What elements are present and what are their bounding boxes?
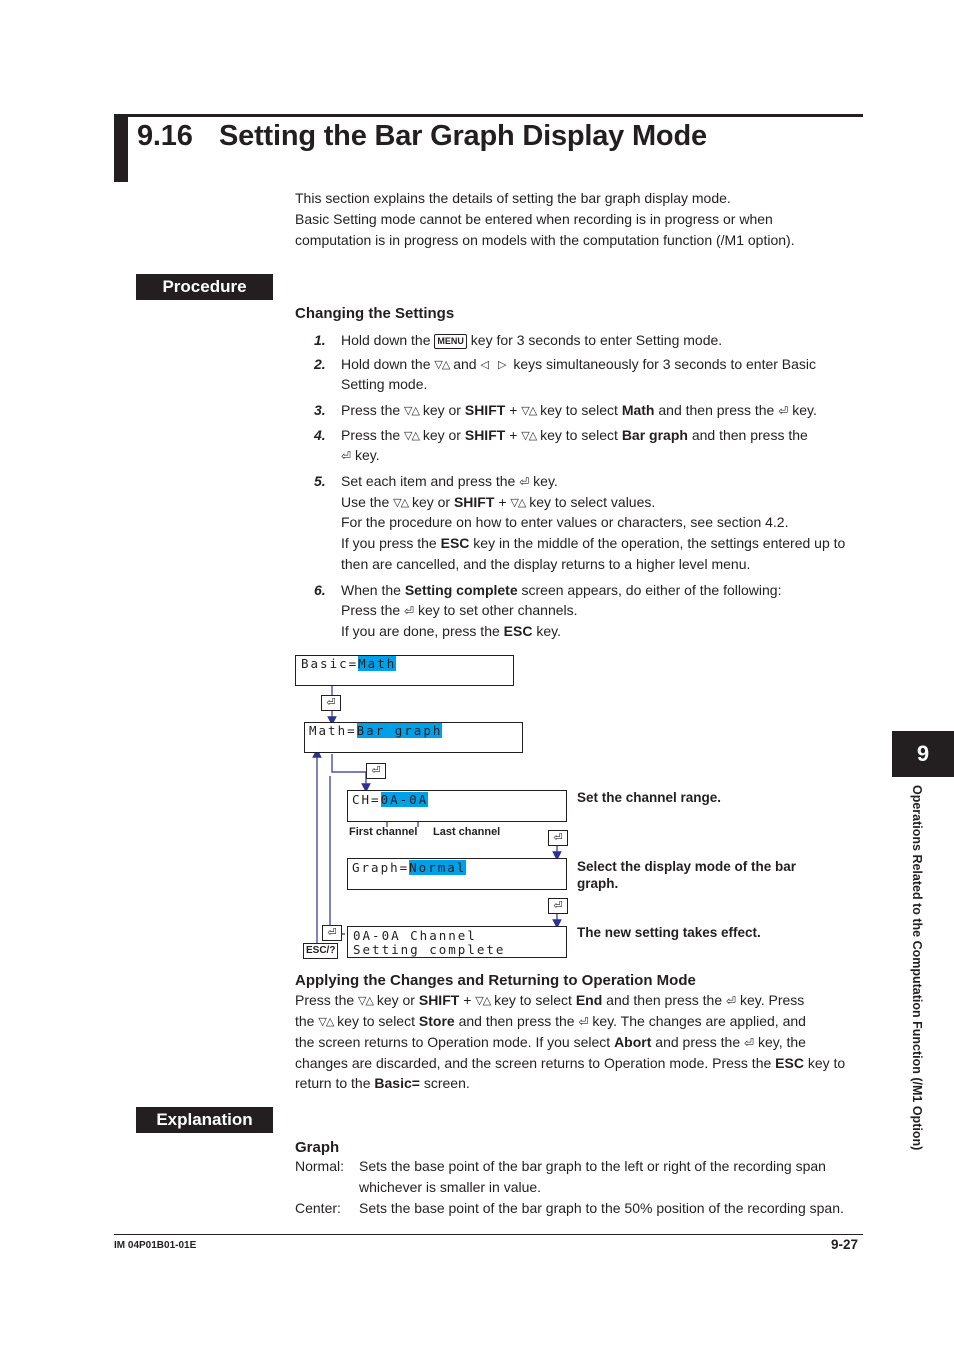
lcd-screen-channel: CH=0A-0A — [347, 790, 567, 822]
explanation-desc: Sets the base point of the bar graph to the 50% position of the recording span. — [359, 1200, 844, 1216]
label-channel-range: Set the channel range. — [577, 790, 722, 805]
explanation-desc: whichever is smaller in value. — [359, 1179, 542, 1195]
label-new-setting: The new setting takes effect. — [577, 925, 761, 940]
updown-key-icon: ▽△ — [521, 405, 537, 417]
step-5-text: Set each item and press the ⏎ key. — [341, 473, 558, 489]
explanation-desc: Sets the base point of the bar graph to the left or right of the recording span — [359, 1158, 826, 1174]
explanation-term: Normal: — [295, 1158, 345, 1174]
doc-id: IM 04P01B01-01E — [114, 1240, 197, 1251]
step-number: 5. — [314, 473, 326, 489]
graph-heading: Graph — [295, 1139, 340, 1156]
footer-rule — [114, 1234, 863, 1235]
updown-key-icon: ▽△ — [475, 995, 491, 1007]
enter-key-icon: ⏎ — [321, 695, 341, 711]
leftright-key-icon: ◁ ▷ — [480, 359, 510, 371]
explanation-term: Center: — [295, 1200, 341, 1216]
lcd-highlight: Math — [358, 656, 397, 671]
step-4-text-cont: ⏎ key. — [341, 447, 380, 463]
lcd-highlight: Normal — [409, 860, 467, 875]
lcd-screen-complete: 0A-0A Channel Setting complete — [347, 926, 567, 958]
updown-key-icon: ▽△ — [404, 430, 419, 442]
step-5-text-cont: For the procedure on how to enter values or characters, see section 4.2. — [341, 514, 789, 530]
applying-changes-heading: Applying the Changes and Returning to Operation Mode — [295, 972, 696, 989]
enter-key-icon: ⏎ — [726, 994, 737, 1008]
step-6-text-cont: Press the ⏎ key to set other channels. — [341, 602, 578, 618]
enter-key-icon: ⏎ — [548, 830, 568, 846]
enter-key-icon: ⏎ — [519, 475, 530, 489]
updown-key-icon: ▽△ — [318, 1016, 334, 1028]
updown-key-icon: ▽△ — [358, 995, 373, 1007]
step-number: 2. — [314, 356, 326, 372]
menu-key-icon: MENU — [434, 334, 467, 349]
step-number: 6. — [314, 582, 326, 598]
procedure-tag: Procedure — [136, 274, 273, 300]
intro-line: This section explains the details of setting the bar graph display mode. — [295, 190, 731, 206]
title-side-bar — [114, 114, 128, 182]
step-1-text: Hold down the MENU key for 3 seconds to enter Setting mode. — [341, 332, 723, 348]
step-4-text: Press the ▽△ key or SHIFT + ▽△ key to select Bar graph and then press the — [341, 427, 808, 443]
lcd-screen-basic: Basic=Math — [295, 655, 514, 686]
page-title — [137, 120, 707, 153]
updown-key-icon: ▽△ — [434, 359, 450, 371]
updown-key-icon: ▽△ — [393, 497, 409, 509]
step-number: 3. — [314, 402, 326, 418]
enter-key-icon: ⏎ — [322, 925, 342, 941]
step-6-text-cont: If you are done, press the ESC key. — [341, 623, 561, 639]
section-title: Setting the Bar Graph Display Mode — [219, 120, 707, 152]
updown-key-icon: ▽△ — [404, 405, 419, 417]
enter-key-icon: ⏎ — [341, 449, 352, 463]
applying-line: the ▽△ key to select Store and then press the ⏎ key. The changes are applied, and — [295, 1013, 806, 1029]
enter-key-icon: ⏎ — [404, 604, 415, 618]
step-number: 1. — [314, 332, 326, 348]
step-5-text-cont: Use the ▽△ key or SHIFT + ▽△ key to select values. — [341, 494, 656, 510]
label-display-mode: Select the display mode of the bar graph. — [577, 859, 797, 891]
applying-line: the screen returns to Operation mode. If you select Abort and press the ⏎ key, the — [295, 1034, 806, 1050]
applying-line: Press the ▽△ key or SHIFT + ▽△ key to select End and then press the ⏎ key. Press — [295, 992, 805, 1008]
intro-line: Basic Setting mode cannot be entered when recording is in progress or when — [295, 211, 773, 227]
first-channel-label: First channel — [349, 826, 418, 838]
updown-key-icon: ▽△ — [510, 497, 526, 509]
enter-key-icon: ⏎ — [744, 1036, 755, 1050]
applying-line: return to the Basic= screen. — [295, 1075, 470, 1091]
enter-key-icon: ⏎ — [578, 1015, 589, 1029]
lcd-highlight: Bar graph — [356, 723, 443, 738]
enter-key-icon: ⏎ — [548, 898, 568, 914]
chapter-side-title: Operations Related to the Computation Function (/M1 Option) — [910, 785, 924, 1151]
step-2-text: Hold down the ▽△ and ◁ ▷ keys simultaneously for 3 seconds to enter Basic — [341, 356, 817, 372]
chapter-tab[interactable]: 9 — [892, 731, 954, 777]
intro-text — [295, 188, 865, 251]
updown-key-icon: ▽△ — [521, 430, 537, 442]
step-number: 4. — [314, 427, 326, 443]
step-3-text: Press the ▽△ key or SHIFT + ▽△ key to select Math and then press the ⏎ key. — [341, 402, 817, 418]
step-6-text: When the Setting complete screen appears, do either of the following: — [341, 582, 782, 598]
enter-key-icon: ⏎ — [778, 404, 789, 418]
esc-key-icon: ESC/? — [303, 943, 338, 959]
step-2-text-cont: Setting mode. — [341, 376, 428, 392]
lcd-screen-math: Math=Bar graph — [304, 722, 523, 753]
applying-line: changes are discarded, and the screen returns to Operation mode. Press the ESC key to — [295, 1055, 846, 1071]
title-top-rule — [114, 114, 863, 117]
section-number: 9.16 — [137, 120, 193, 152]
last-channel-label: Last channel — [433, 826, 501, 838]
lcd-screen-graph: Graph=Normal — [347, 858, 567, 890]
page-number: 9-27 — [831, 1237, 859, 1252]
explanation-tag: Explanation — [136, 1107, 273, 1133]
step-5-text-cont: If you press the ESC key in the middle of the operation, the settings entered up to — [341, 535, 846, 551]
changing-settings-heading: Changing the Settings — [295, 305, 455, 322]
step-5-text-cont: then are cancelled, and the display returns to a higher level menu. — [341, 556, 751, 572]
enter-key-icon: ⏎ — [366, 763, 386, 779]
lcd-highlight: 0A-0A — [380, 792, 429, 807]
intro-line: computation is in progress on models with the computation function (/M1 option). — [295, 232, 795, 248]
